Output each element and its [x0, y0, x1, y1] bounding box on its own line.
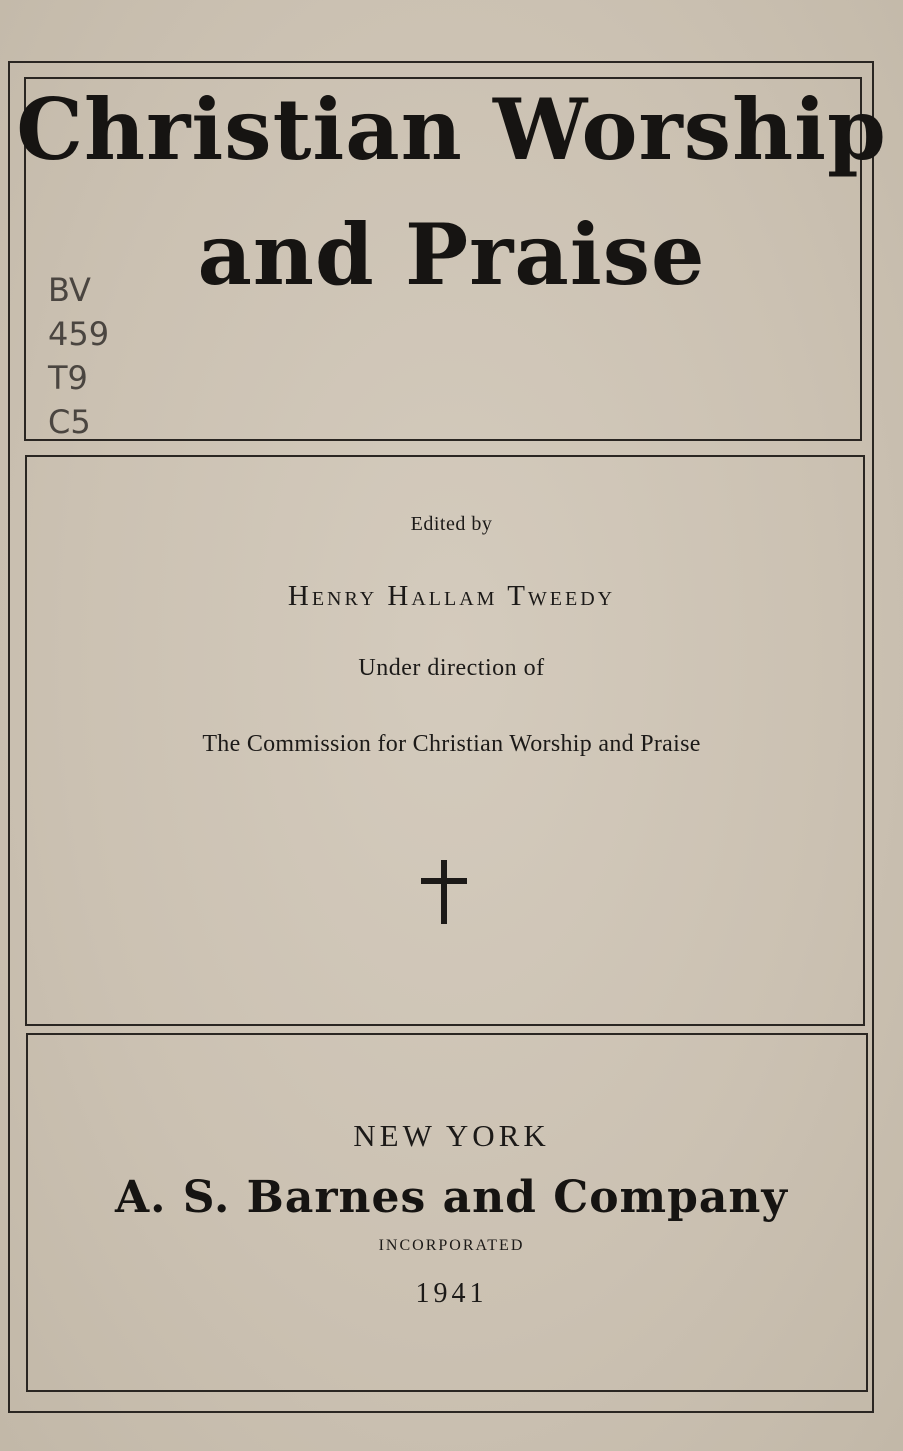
call-number-line: C5	[48, 403, 91, 441]
publisher-city: NEW YORK	[353, 1118, 550, 1153]
direction-label: Under direction of	[358, 655, 545, 681]
publisher-name: A. S. Barnes and Company	[115, 1172, 788, 1223]
library-call-number	[48, 268, 128, 443]
edited-by-label: Edited by	[410, 513, 493, 535]
publication-year: 1941	[415, 1278, 488, 1309]
editor-name: Henry Hallam Tweedy	[287, 580, 616, 612]
book-title-line-1: Christian Worship	[16, 80, 887, 179]
book-title-line-2: and Praise	[197, 205, 706, 304]
cross-icon	[421, 860, 467, 924]
call-number-line: 459	[48, 315, 110, 353]
call-number-line: T9	[48, 359, 88, 397]
incorporated-label: INCORPORATED	[378, 1237, 525, 1254]
call-number-line: BV	[48, 271, 91, 309]
commission-name: The Commission for Christian Worship and Praise	[202, 731, 701, 757]
